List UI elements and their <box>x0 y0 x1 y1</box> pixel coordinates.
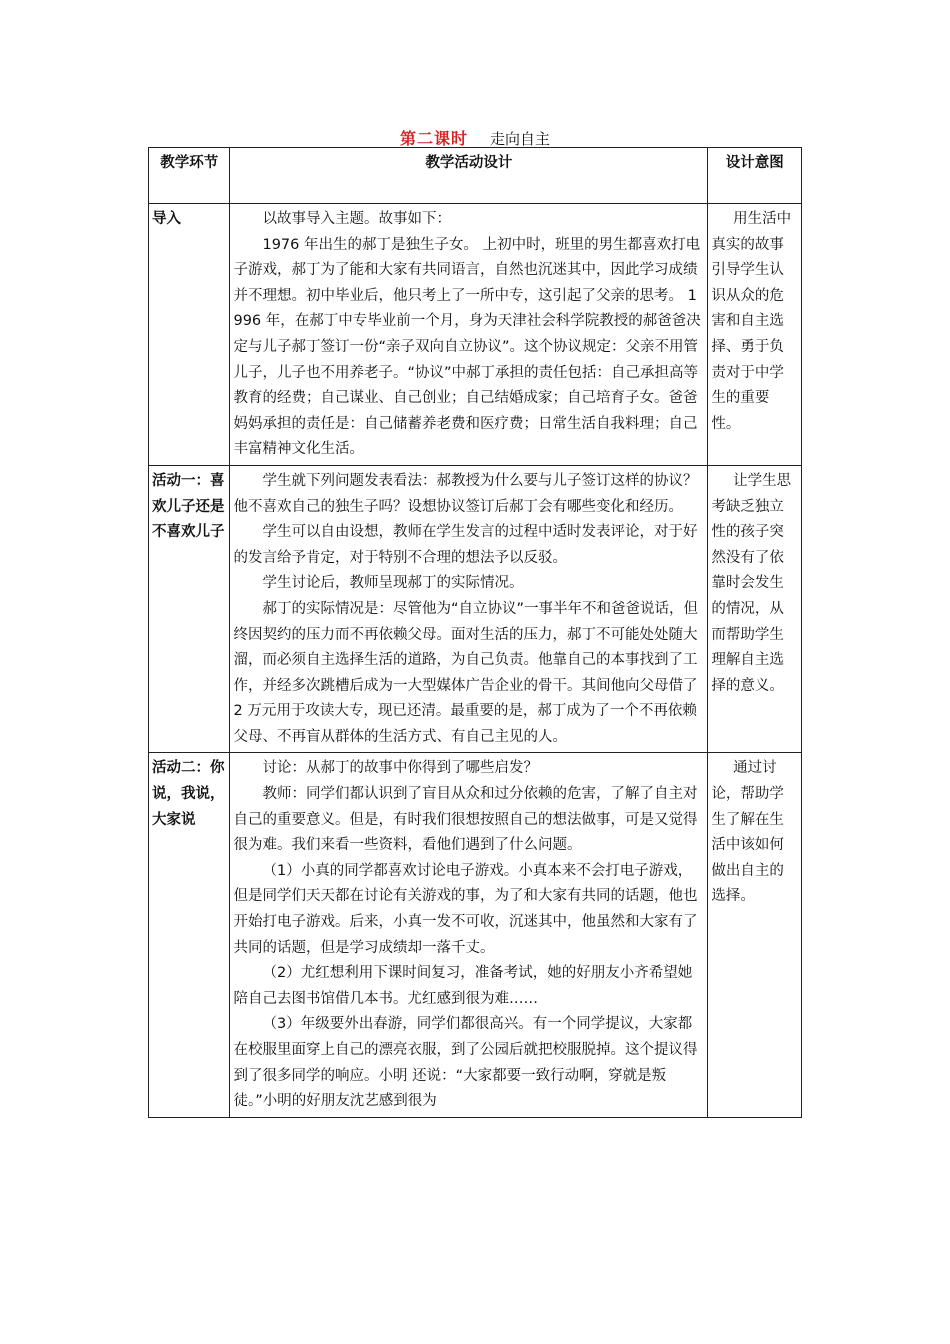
stage-cell: 活动一：喜欢儿子还是不喜欢儿子 <box>149 465 230 753</box>
header-stage: 教学环节 <box>149 148 230 204</box>
paragraph: 让学生思考缺乏独立性的孩子突然没有了依靠时会发生的情况，从而帮助学生理解自主选择的意义。 <box>711 472 792 694</box>
paragraph: 1976 年出生的郝丁是独生子女。 上初中时，班里的男生都喜欢打电子游戏，郝丁为了能和大家有共同语言，自然也沉迷其中，因此学习成绩并不理想。初中毕业后，他只考上了一所中专，这引起了父亲的思考。 1996 年，在郝丁中专毕业前一个月，身为天津社会科学院教授的郝爸爸决定与儿子郝丁签订一份“亲子双向自立协议”。这个协议规定：父亲不用管儿子，儿子也不用养老子。“协议”中郝丁承担的责任包括：自己承担高等教育的经费；自己谋业、自己创业；自己结婚成家；自己培育子女。爸爸妈妈承担的责任是：自己储蓄养老费和医疗费；日常生活自我料理；自己丰富精神文化生活。 <box>233 236 701 458</box>
lesson-subtitle: 走向自主 <box>490 130 551 148</box>
header-activity: 教学活动设计 <box>230 148 708 204</box>
paragraph: 通过讨论，帮助学生了解在生活中该如何做出自主的选择。 <box>711 760 784 905</box>
paragraph: 讨论：从郝丁的故事中你得到了哪些启发？ <box>262 760 538 777</box>
paragraph: 学生讨论后，教师呈现郝丁的实际情况。 <box>262 575 524 592</box>
header-intent: 设计意图 <box>708 148 802 204</box>
stage-cell: 活动二：你说，我说，大家说 <box>149 753 230 1117</box>
activity-cell <box>230 753 708 1117</box>
stage-cell: 导入 <box>149 204 230 466</box>
lesson-title: 第二课时 <box>399 129 468 148</box>
intent-cell <box>708 465 802 753</box>
activity-cell <box>230 465 708 753</box>
paragraph: 教师：同学们都认识到了盲目从众和过分依赖的危害，了解了自主对自己的重要意义。但是，有时我们很想按照自己的想法做事，可是又觉得很为难。我们来看一些资料，看他们遇到了什么问题。 <box>233 786 698 854</box>
paragraph: 以故事导入主题。故事如下： <box>262 211 451 227</box>
intent-cell <box>708 204 802 466</box>
activity-cell <box>230 204 708 466</box>
table-header-row <box>149 148 802 204</box>
paragraph: （1）小真的同学都喜欢讨论电子游戏。小真本来不会打电子游戏，但是同学们天天都在讨论有关游戏的事，为了和大家有共同的话题，他也开始打电子游戏。后来，小真一发不可收，沉迷其中，他虽然和大家有了共同的话题，但是学习成绩却一落千丈。 <box>233 862 698 956</box>
intent-cell <box>708 753 802 1117</box>
table-row <box>149 465 802 753</box>
table-row <box>149 753 802 1117</box>
paragraph: （3）年级要外出春游，同学们都很高兴。有一个同学提议，大家都在校服里面穿上自己的漂亮衣服，到了公园后就把校服脱掉。这个提议得到了很多同学的响应。小明 还说：“大家都要一致行动啊，穿就是叛徒。”小明的好朋友沈艺感到很为 <box>233 1016 698 1110</box>
paragraph: 学生可以自由设想，教师在学生发言的过程中适时发表评论，对于好的发言给予肯定，对于特别不合理的想法予以反驳。 <box>233 524 698 566</box>
paragraph: （2）尤红想利用下课时间复习，准备考试，她的好朋友小齐希望她陪自己去图书馆借几本书。尤红感到很为难…… <box>233 965 693 1007</box>
paragraph: 郝丁的实际情况是：尽管他为“自立协议”一事半年不和爸爸说话，但终因契约的压力而不再依赖父母。面对生活的压力，郝丁不可能处处随大溜，而必须自主选择生活的道路，为自己负责。他靠自己的本事找到了工作，并经多次跳槽后成为一大型媒体广告企业的骨干。其间他向父母借了 2 万元用于攻读大专，现已还清。最重要的是，郝丁成为了一个不再依赖父母、不再盲从群体的生活方式、有自己主见的人。 <box>233 600 699 745</box>
paragraph: 学生就下列问题发表看法：郝教授为什么要与儿子签订这样的协议？他不喜欢自己的独生子吗？设想协议签订后郝丁会有哪些变化和经历。 <box>233 472 698 515</box>
table-row <box>149 204 802 466</box>
paragraph: 用生活中真实的故事引导学生认识从众的危害和自主选择、勇于负责对于中学生的重要性。 <box>711 211 792 432</box>
lesson-plan-table <box>148 147 802 1118</box>
